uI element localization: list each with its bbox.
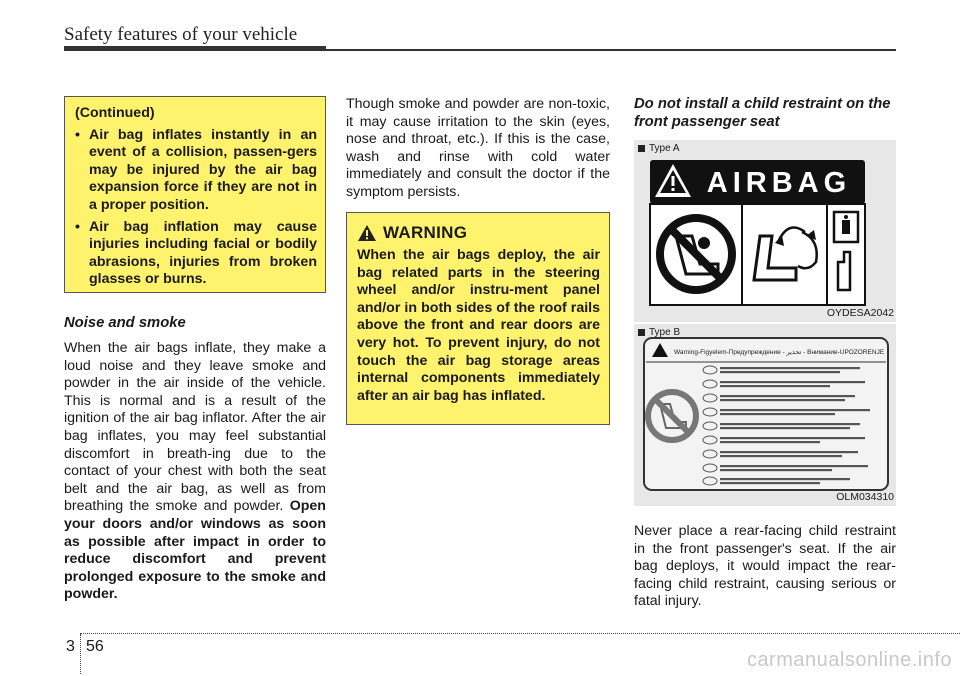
child-restraint-body: Never place a rear-facing child restraint in the front passenger's seat. If the air bag deploys, it would impact the rear-facing child restraint, causing serious or fatal injury. (634, 523, 896, 610)
header-rule-thin (326, 49, 896, 51)
type-b-code: OLM034310 (836, 491, 894, 503)
page-header-title: Safety features of your vehicle (64, 24, 298, 45)
footer-section-number: 3 (66, 638, 75, 655)
continued-heading: (Continued) (75, 105, 155, 121)
bullet-text: Air bag inflates instantly in an event of a collision, passen-gers may be injured by the air bag expansion force if they are not in a proper position. (89, 126, 317, 213)
type-b-text: Type B (649, 327, 681, 338)
footer-rule-horizontal (80, 633, 960, 634)
bullet-item (75, 219, 317, 289)
type-a-text: Type A (649, 143, 680, 154)
watermark-text: carmanualsonline.info (746, 649, 952, 671)
bullet-item (75, 127, 317, 215)
noise-smoke-body (64, 340, 326, 604)
header-rule-thick (64, 46, 326, 51)
smoke-irritation-paragraph: Though smoke and powder are non-toxic, it may cause irritation to the skin (eyes, nose and throat, etc.). If this is the case, wash and rinse with cold water immediately and consult the doctor if the symptom persists. (346, 96, 610, 200)
airbag-label-type-a (634, 140, 896, 322)
warning-title: WARNING (383, 223, 468, 242)
warning-triangle-icon (357, 224, 377, 242)
noise-smoke-bold-text: Open your doors and/or windows as soon as possible after impact in order to reduce discomfort and prevent prolonged exposure to the smoke and powder. (64, 498, 326, 603)
bullet-text: Air bag inflation may cause injuries including facial or bodily abrasions, injuries from broken glasses or burns. (89, 218, 317, 288)
continued-caution-box (64, 96, 326, 293)
multilingual-airbag-warning-illustration (634, 324, 896, 506)
bullet-dot-icon: • (75, 126, 80, 143)
noise-smoke-heading: Noise and smoke (64, 315, 186, 331)
airbag-label-type-b (634, 324, 896, 506)
footer-rule-vertical (80, 634, 81, 674)
bullet-dot-icon: • (75, 218, 80, 235)
warning-text: When the air bags deploy, the air bag related parts in the steering wheel and/or instru-ment panel and/or in both sides of the roof rails above the front and rear doors are very hot. To prevent injury, do not touch the air bag storage areas internal components immediately after an air bag has inflated. (357, 247, 600, 404)
warning-box (346, 212, 610, 425)
child-restraint-heading: Do not install a child restraint on the front passenger seat (634, 96, 891, 130)
type-a-code: OYDESA2042 (826, 307, 894, 319)
footer-page-number: 56 (86, 638, 104, 655)
noise-smoke-text: When the air bags inflate, they make a loud noise and they leave smoke and powder in the air inside of the vehicle. This is normal and is a result of the ignition of the air bag inflator. After the air bag inflates, you may feel substantial discomfort in breath-ing due to the contact of your chest with both the seat belt and the air bag, as well as from breathing the smoke and powder. (64, 340, 326, 515)
airbag-sign-text: AIRBAG (706, 167, 852, 199)
warning-header (357, 223, 600, 243)
type-b-sign-header: Warning-Figyelem-Предупреждение - تحذير - Внимание-UPOZORENJE (674, 349, 885, 356)
airbag-warning-sign-illustration (634, 140, 896, 322)
